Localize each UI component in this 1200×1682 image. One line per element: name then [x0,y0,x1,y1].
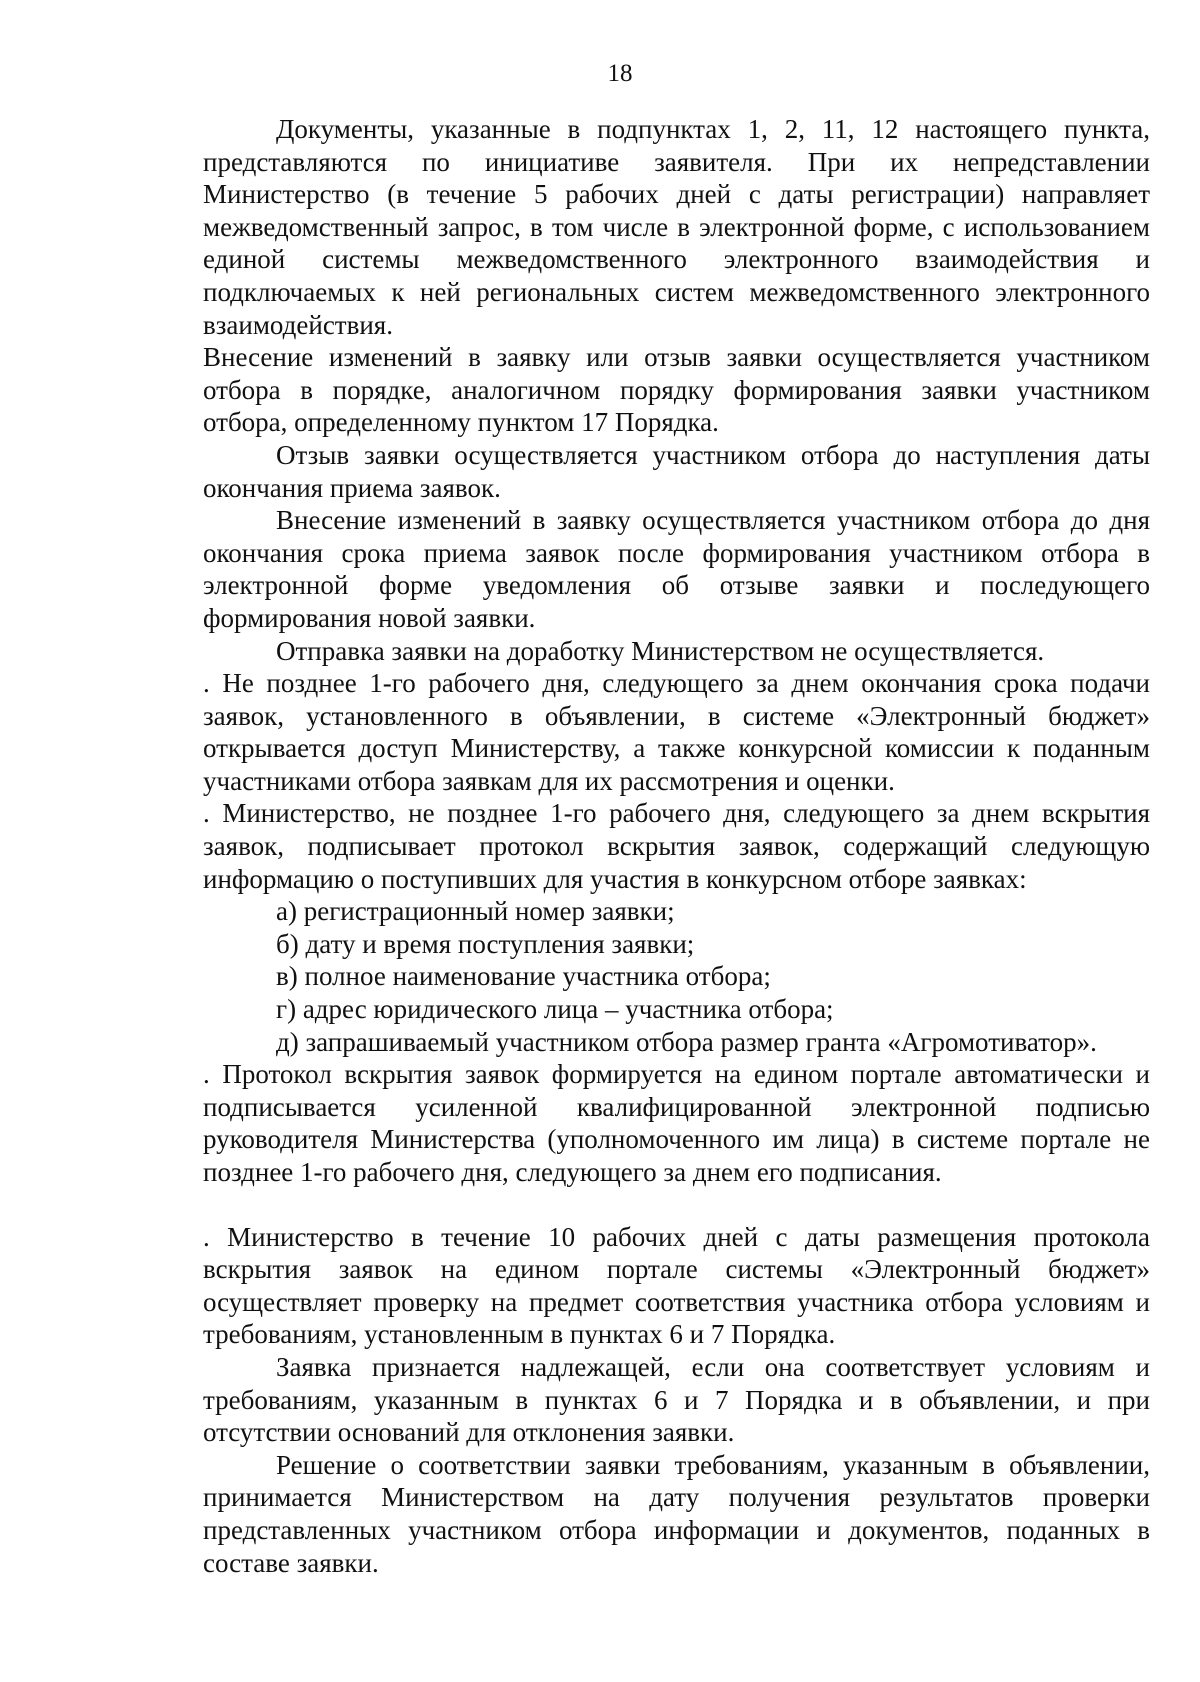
paragraph-access-opening: . Не позднее 1-го рабочего дня, следующего за днем окончания срока подачи заявок, установленного в объявлении, в системе «Электронный бюджет» открывается доступ Министерству, а также конкурсной комиссии к поданным участниками отбора заявкам для их рассмотрения и оценки. [203,668,1150,796]
list-item: д) запрашиваемый участником отбора размер гранта «Агромотиватор». [276,1026,1097,1057]
page-number: 18 [607,60,633,87]
list-item: в) полное наименование участника отбора; [276,961,771,992]
paragraph-compliance-decision: Решение о соответствии заявки требованиям, указанным в объявлении, принимается Министерством на дату получения результатов проверки представленных участником отбора информации и документов, поданных в составе заявки. [203,1449,1150,1578]
list-item: а) регистрационный номер заявки; [276,896,675,927]
list-item: г) адрес юридического лица – участника отбора; [276,994,834,1025]
paragraph-gap [203,1189,1150,1221]
paragraph-changes-deadline: Внесение изменений в заявку осуществляется участником отбора до дня окончания срока приема заявок после формирования участником отбора в электронной форме уведомления об отзыве заявки и последующего формирования новой заявки. [203,505,1150,633]
paragraph-protocol-signing: . Протокол вскрытия заявок формируется на едином портале автоматически и подписывается усиленной квалифицированной электронной подписью руководителя Министерства (уполномоченного им лица) в системе портале не позднее 1-го рабочего дня, следующего за днем его подписания. [203,1059,1150,1187]
paragraph-documents-initiative: Документы, указанные в подпунктах 1, 2, 11, 12 настоящего пункта, представляются по инициативе заявителя. При их непредставлении Министерство (в течение 5 рабочих дней с даты регистрации) направляет межведомственный запрос, в том числе в электронной форме, с использованием единой системы межведомственного электронного взаимодействия и подключаемых к ней региональных систем межведомственного электронного взаимодействия. [203,114,1150,340]
paragraph-compliance-check: . Министерство в течение 10 рабочих дней с даты размещения протокола вскрытия заявок на едином портале системы «Электронный бюджет» осуществляет проверку на предмет соответствия участника отбора условиям и требованиям, установленным в пунктах 6 и 7 Порядка. [203,1221,1150,1350]
paragraph-no-revision: Отправка заявки на доработку Министерством не осуществляется. [276,635,1045,666]
protocol-info-list [203,895,1150,1058]
paragraph-withdrawal-deadline: Отзыв заявки осуществляется участником отбора до наступления даты окончания приема заявок. [203,439,1150,503]
paragraph-opening-protocol: . Министерство, не позднее 1-го рабочего дня, следующего за днем вскрытия заявок, подписывает протокол вскрытия заявок, содержащий следующую информацию о поступивших для участия в конкурсном отборе заявках: [203,798,1150,894]
document-body [203,113,1150,1579]
paragraph-proper-application: Заявка признается надлежащей, если она соответствует условиям и требованиям, указанным в пунктах 6 и 7 Порядка и в объявлении, и при отсутствии оснований для отклонения заявки. [203,1351,1150,1448]
paragraph-changes-withdrawal: Внесение изменений в заявку или отзыв заявки осуществляется участником отбора в порядке, аналогичном порядку формирования заявки участником отбора, определенному пунктом 17 Порядка. [203,342,1150,438]
list-item: б) дату и время поступления заявки; [276,928,695,959]
